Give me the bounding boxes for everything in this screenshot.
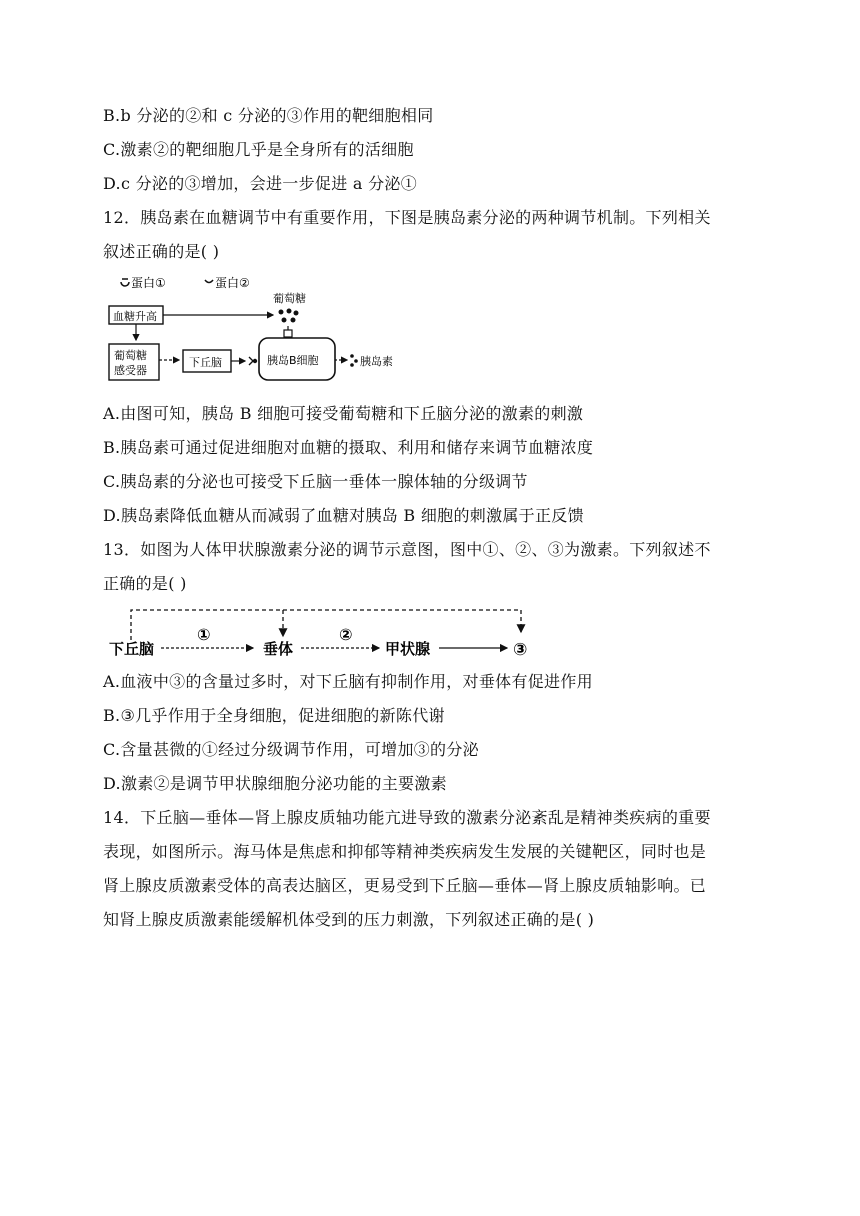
- thyroid-node: 甲状腺: [385, 640, 431, 658]
- q14-stem-line1: 14．下丘脑—垂体—肾上腺皮质轴功能亢进导致的激素分泌紊乱是精神类疾病的重要: [103, 808, 711, 827]
- q14-stem-line4: 知肾上腺皮质激素能缓解机体受到的压力刺激，下列叙述正确的是( ): [103, 910, 595, 929]
- islet-b-cell-label: 胰岛B细胞: [267, 354, 319, 367]
- hypothalamus-label: 下丘脑: [189, 356, 222, 369]
- insulin-dots-icon: [350, 354, 358, 367]
- insulin-label: 胰岛素: [360, 355, 393, 368]
- q12-option-c: C.胰岛素的分泌也可接受下丘脑一垂体一腺体轴的分级调节: [103, 472, 528, 491]
- protein1-receptor-icon: [249, 357, 257, 365]
- q14-stem-line3: 肾上腺皮质激素受体的高表达脑区，更易受到下丘脑—垂体—肾上腺皮质轴影响。已: [103, 876, 707, 895]
- q12-option-b: B.胰岛素可通过促进细胞对血糖的摄取、利用和储存来调节血糖浓度: [103, 438, 594, 457]
- hypothalamus-node: 下丘脑: [109, 640, 155, 658]
- receptor-label-line2: 感受器: [114, 364, 147, 377]
- hormone2-label: ②: [339, 625, 353, 644]
- protein1-legend-icon: [121, 279, 129, 286]
- legend-protein2: 蛋白②: [215, 276, 250, 290]
- q11-option-c: C.激素②的靶细胞几乎是全身所有的活细胞: [103, 140, 414, 159]
- q13-option-d: D.激素②是调节甲状腺细胞分泌功能的主要激素: [103, 774, 447, 793]
- q13-option-c: C.含量甚微的①经过分级调节作用，可增加③的分泌: [103, 740, 479, 759]
- pituitary-node: 垂体: [263, 640, 294, 658]
- feedback-line: [131, 610, 521, 640]
- q11-option-d: D.c 分泌的③增加，会进一步促进 a 分泌①: [103, 174, 418, 193]
- hormone1-label: ①: [197, 625, 211, 644]
- q13-thyroid-diagram: [103, 602, 543, 662]
- glucose-dots-icon: [279, 309, 299, 323]
- q13-option-a: A.血液中③的含量过多时，对下丘脑有抑制作用，对垂体有促进作用: [103, 672, 593, 691]
- q13-option-b: B.③几乎作用于全身细胞，促进细胞的新陈代谢: [103, 706, 445, 725]
- q12-insulin-diagram: [103, 270, 423, 386]
- legend-protein1: 蛋白①: [131, 276, 166, 290]
- q12-option-a: A.由图可知，胰岛 B 细胞可接受葡萄糖和下丘脑分泌的激素的刺激: [103, 404, 584, 423]
- q12-option-d: D.胰岛素降低血糖从而减弱了血糖对胰岛 B 细胞的刺激属于正反馈: [103, 506, 584, 525]
- q12-stem-line2: 叙述正确的是( ): [103, 242, 220, 261]
- q13-stem-line2: 正确的是( ): [103, 574, 187, 593]
- q11-option-b: B.b 分泌的②和 c 分泌的③作用的靶细胞相同: [103, 106, 434, 125]
- hormone3-label: ③: [513, 640, 528, 660]
- q14-stem-line2: 表现，如图所示。海马体是焦虑和抑郁等精神类疾病发生发展的关键靶区，同时也是: [103, 842, 707, 861]
- receptor-label-line1: 葡萄糖: [114, 349, 147, 362]
- protein2-receptor-icon: [284, 326, 292, 337]
- q13-stem-line1: 13．如图为人体甲状腺激素分泌的调节示意图，图中①、②、③为激素。下列叙述不: [103, 540, 711, 559]
- blood-sugar-rise-label: 血糖升高: [113, 310, 157, 323]
- q12-stem-line1: 12．胰岛素在血糖调节中有重要作用，下图是胰岛素分泌的两种调节机制。下列相关: [103, 208, 711, 227]
- protein2-legend-icon: [205, 280, 213, 283]
- glucose-label: 葡萄糖: [273, 292, 306, 305]
